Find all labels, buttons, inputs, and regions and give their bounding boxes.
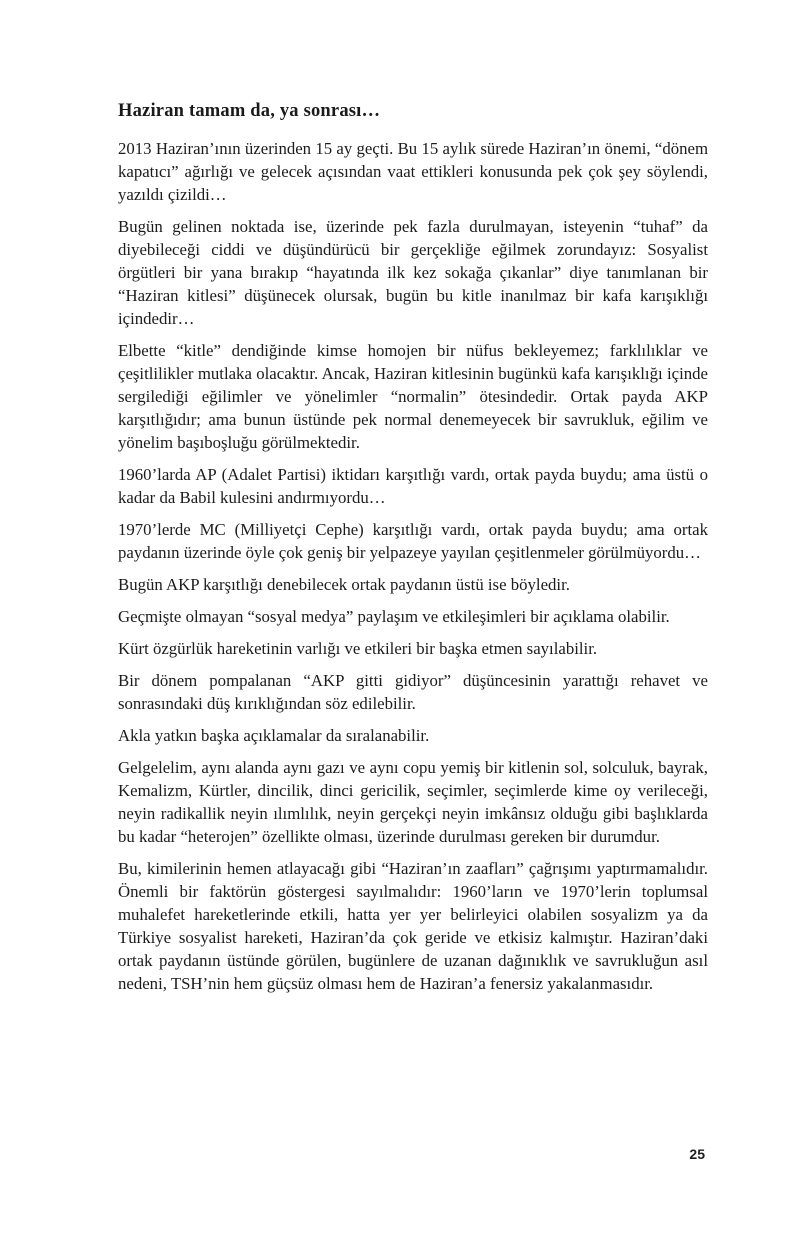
paragraph: 1960’larda AP (Adalet Partisi) iktidarı karşıtlığı vardı, ortak payda buydu; ama üstü o kadar da Babil kulesini andırmıyordu…: [118, 465, 708, 507]
paragraph: Elbette “kitle” dendiğinde kimse homojen bir nüfus bekleyemez; farklılıklar ve çeşitlilikler mutlaka olacaktır. Ancak, Haziran kitlesinin bugünkü kafa karışıklığı içinde sergilediği eğilimler ve yönelimler “normalin” ötesindedir. Ortak payda AKP karşıtlığıdır; ama bunun üstünde pek normal denemeyecek bir savrukluk, eğilim ve yönelim başıboşluğu görülmektedir.: [118, 341, 708, 452]
page-number: 25: [689, 1146, 705, 1162]
paragraph: Kürt özgürlük hareketinin varlığı ve etkileri bir başka etmen sayılabilir.: [118, 639, 598, 658]
paragraph: Geçmişte olmayan “sosyal medya” paylaşım ve etkileşimleri bir açıklama olabilir.: [118, 607, 670, 626]
paragraph: Bu, kimilerinin hemen atlayacağı gibi “Haziran’ın zaafları” çağrışımı yaptırmamalıdır. Önemli bir faktörün göstergesi sayılmalıdır: 1960’ların ve 1970’lerin toplumsal muhalefet hareketlerinde etkili, hatta yer yer belirleyici olabilen sosyalizm ya da Türkiye sosyalist hareketi, Haziran’da çok geride ve etkisiz kalmıştır. Haziran’daki ortak paydanın üstünde görülen, bugünlere de uzanan dağınıklık ve savrukluğun asıl nedeni, TSH’nin hem güçsüz olması hem de Haziran’a fenersiz yakalanmasıdır.: [118, 859, 708, 993]
paragraph: Akla yatkın başka açıklamalar da sıralanabilir.: [118, 726, 430, 745]
paragraph: Gelgelelim, aynı alanda aynı gazı ve aynı copu yemiş bir kitlenin sol, solculuk, bayrak, Kemalizm, Kürtler, dincilik, dinci gericilik, seçimler, seçimlerde kime oy verileceği, neyin radikallik neyin ılımlılık, neyin gerçekçi neyin imkânsız olduğu gibi başlıklarda bu kadar “heterojen” özellikte olması, üzerinde durulması gereken bir durumdur.: [118, 758, 708, 846]
paragraph: 1970’lerde MC (Milliyetçi Cephe) karşıtlığı vardı, ortak payda buydu; ama ortak paydanın üzerinde öyle çok geniş bir yelpazeye yayılan çeşitlenmeler görülmüyordu…: [118, 520, 708, 562]
paragraph: 2013 Haziran’ının üzerinden 15 ay geçti. Bu 15 aylık sürede Haziran’ın önemi, “dönem kapatıcı” ağırlığı ve gelecek açısından vaat ettikleri konusunda pek çok şey söylendi, yazıldı çizildi…: [118, 139, 708, 204]
paragraph: Bugün gelinen noktada ise, üzerinde pek fazla durulmayan, isteyenin “tuhaf” da diyebileceği ciddi ve düşündürücü bir gerçekliğe eğilmek zorundayız: Sosyalist örgütleri bir yana bırakıp “hayatında ilk kez sokağa çıkanlar” diye tanımlanan bir “Haziran kitlesi” düşünecek olursak, bugün bu kitle inanılmaz bir kafa karışıklığı içindedir…: [118, 217, 708, 328]
paragraph: Bir dönem pompalanan “AKP gitti gidiyor” düşüncesinin yarattığı rehavet ve sonrasındaki düş kırıklığından söz edilebilir.: [118, 671, 708, 713]
text-block: [118, 101, 708, 1004]
paragraph: Bugün AKP karşıtlığı denebilecek ortak paydanın üstü ise böyledir.: [118, 575, 570, 594]
section-title: Haziran tamam da, ya sonrası…: [118, 101, 381, 121]
